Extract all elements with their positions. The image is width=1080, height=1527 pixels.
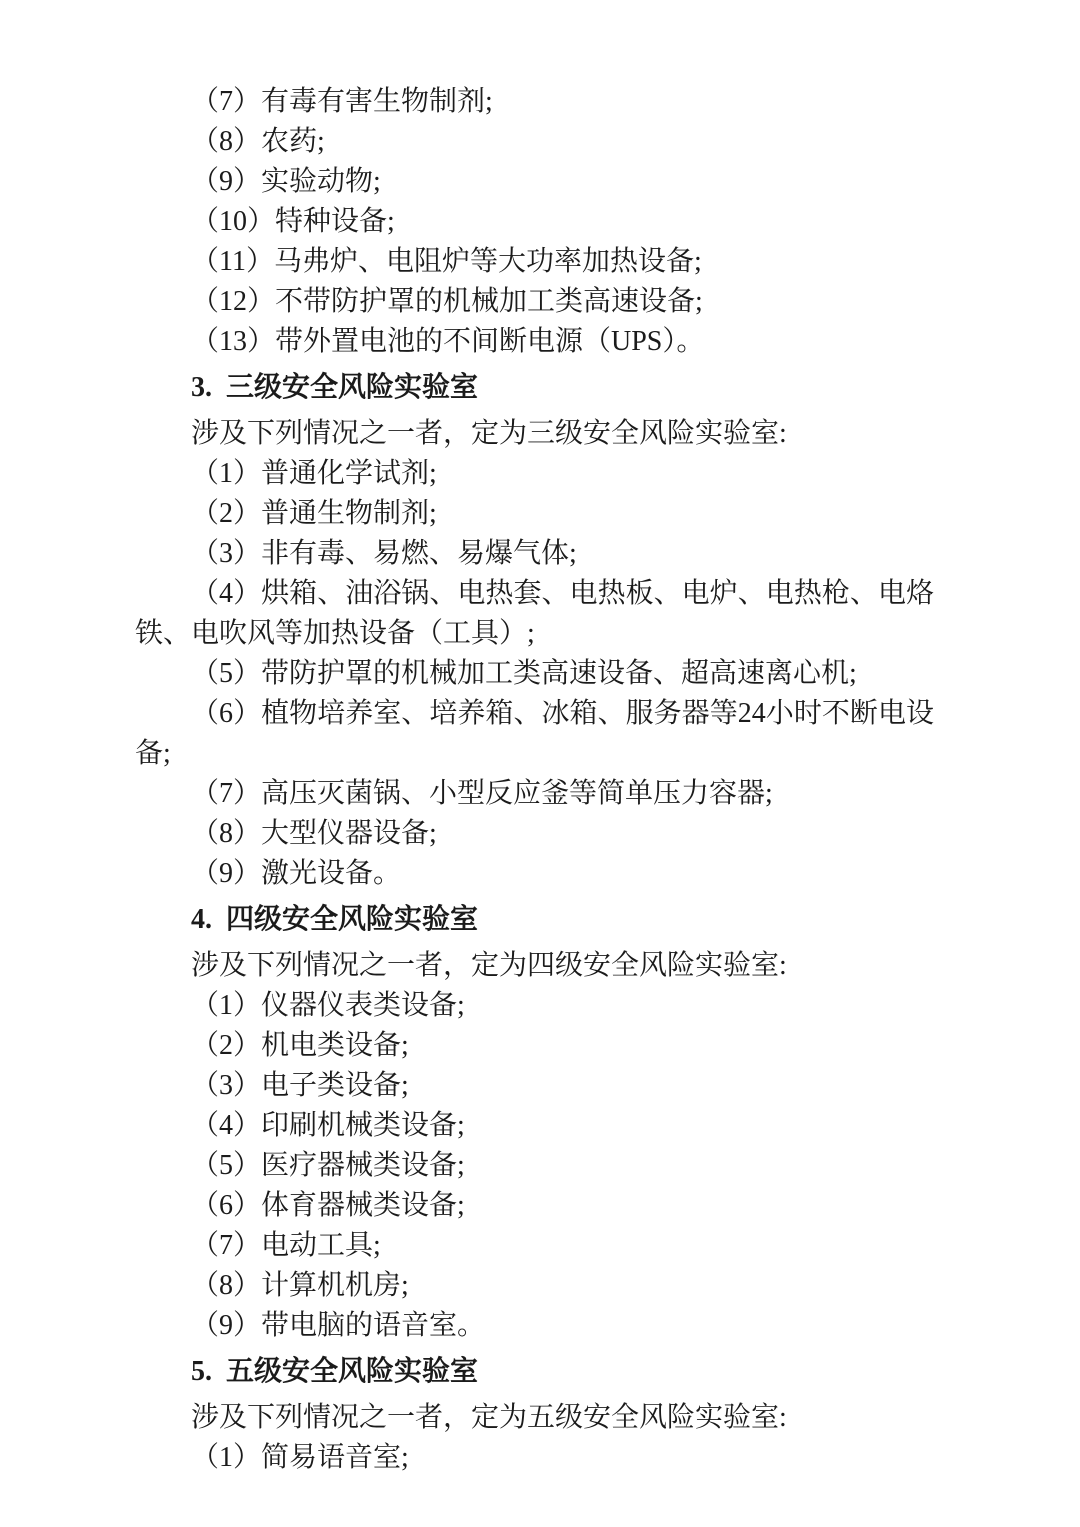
list-item: （8）农药;	[191, 126, 325, 157]
list-item: （6）植物培养室、培养箱、冰箱、服务器等24小时不断电设备;	[135, 698, 934, 769]
section-intro: 涉及下列情况之一者，定为四级安全风险实验室:	[191, 950, 787, 981]
list-item: （7）有毒有害生物制剂;	[191, 86, 493, 117]
section-number: 3.	[191, 372, 212, 403]
list-item: （9）激光设备。	[191, 858, 402, 889]
section-intro: 涉及下列情况之一者，定为五级安全风险实验室:	[191, 1402, 787, 1433]
list-item: （7）高压灭菌锅、小型反应釜等简单压力容器;	[191, 778, 773, 809]
section-number: 4.	[191, 904, 212, 935]
list-item: （9）带电脑的语音室。	[191, 1310, 486, 1341]
list-item: （4）烘箱、油浴锅、电热套、电热板、电炉、电热枪、电烙铁、电吹风等加热设备（工具）;	[135, 578, 934, 649]
list-item: （3）电子类设备;	[191, 1070, 409, 1101]
section-title: 四级安全风险实验室	[226, 904, 479, 935]
list-item: （11）马弗炉、电阻炉等大功率加热设备;	[191, 246, 702, 277]
list-item: （13）带外置电池的不间断电源（UPS）。	[191, 326, 705, 357]
list-item: （4）印刷机械类设备;	[191, 1110, 465, 1141]
list-item: （12）不带防护罩的机械加工类高速设备;	[191, 286, 703, 317]
section-number: 5.	[191, 1356, 212, 1387]
list-item: （1）普通化学试剂;	[191, 458, 437, 489]
list-item: （5）医疗器械类设备;	[191, 1150, 465, 1181]
section-4-heading	[135, 900, 934, 940]
list-item: （5）带防护罩的机械加工类高速设备、超高速离心机;	[191, 658, 857, 689]
section-5-heading	[135, 1352, 934, 1392]
section-title: 三级安全风险实验室	[226, 372, 479, 403]
list-item: （6）体育器械类设备;	[191, 1190, 465, 1221]
list-item: （2）机电类设备;	[191, 1030, 409, 1061]
list-item: （10）特种设备;	[191, 206, 395, 237]
list-item: （8）大型仪器设备;	[191, 818, 437, 849]
list-item: （1）简易语音室;	[191, 1442, 409, 1473]
list-item: （1）仪器仪表类设备;	[191, 990, 465, 1021]
section-intro: 涉及下列情况之一者，定为三级安全风险实验室:	[191, 418, 787, 449]
list-item: （2）普通生物制剂;	[191, 498, 437, 529]
list-item: （9）实验动物;	[191, 166, 381, 197]
section-3-heading	[135, 368, 934, 408]
list-item: （7）电动工具;	[191, 1230, 381, 1261]
section-title: 五级安全风险实验室	[226, 1356, 479, 1387]
list-item: （3）非有毒、易燃、易爆气体;	[191, 538, 577, 569]
list-item: （8）计算机机房;	[191, 1270, 409, 1301]
